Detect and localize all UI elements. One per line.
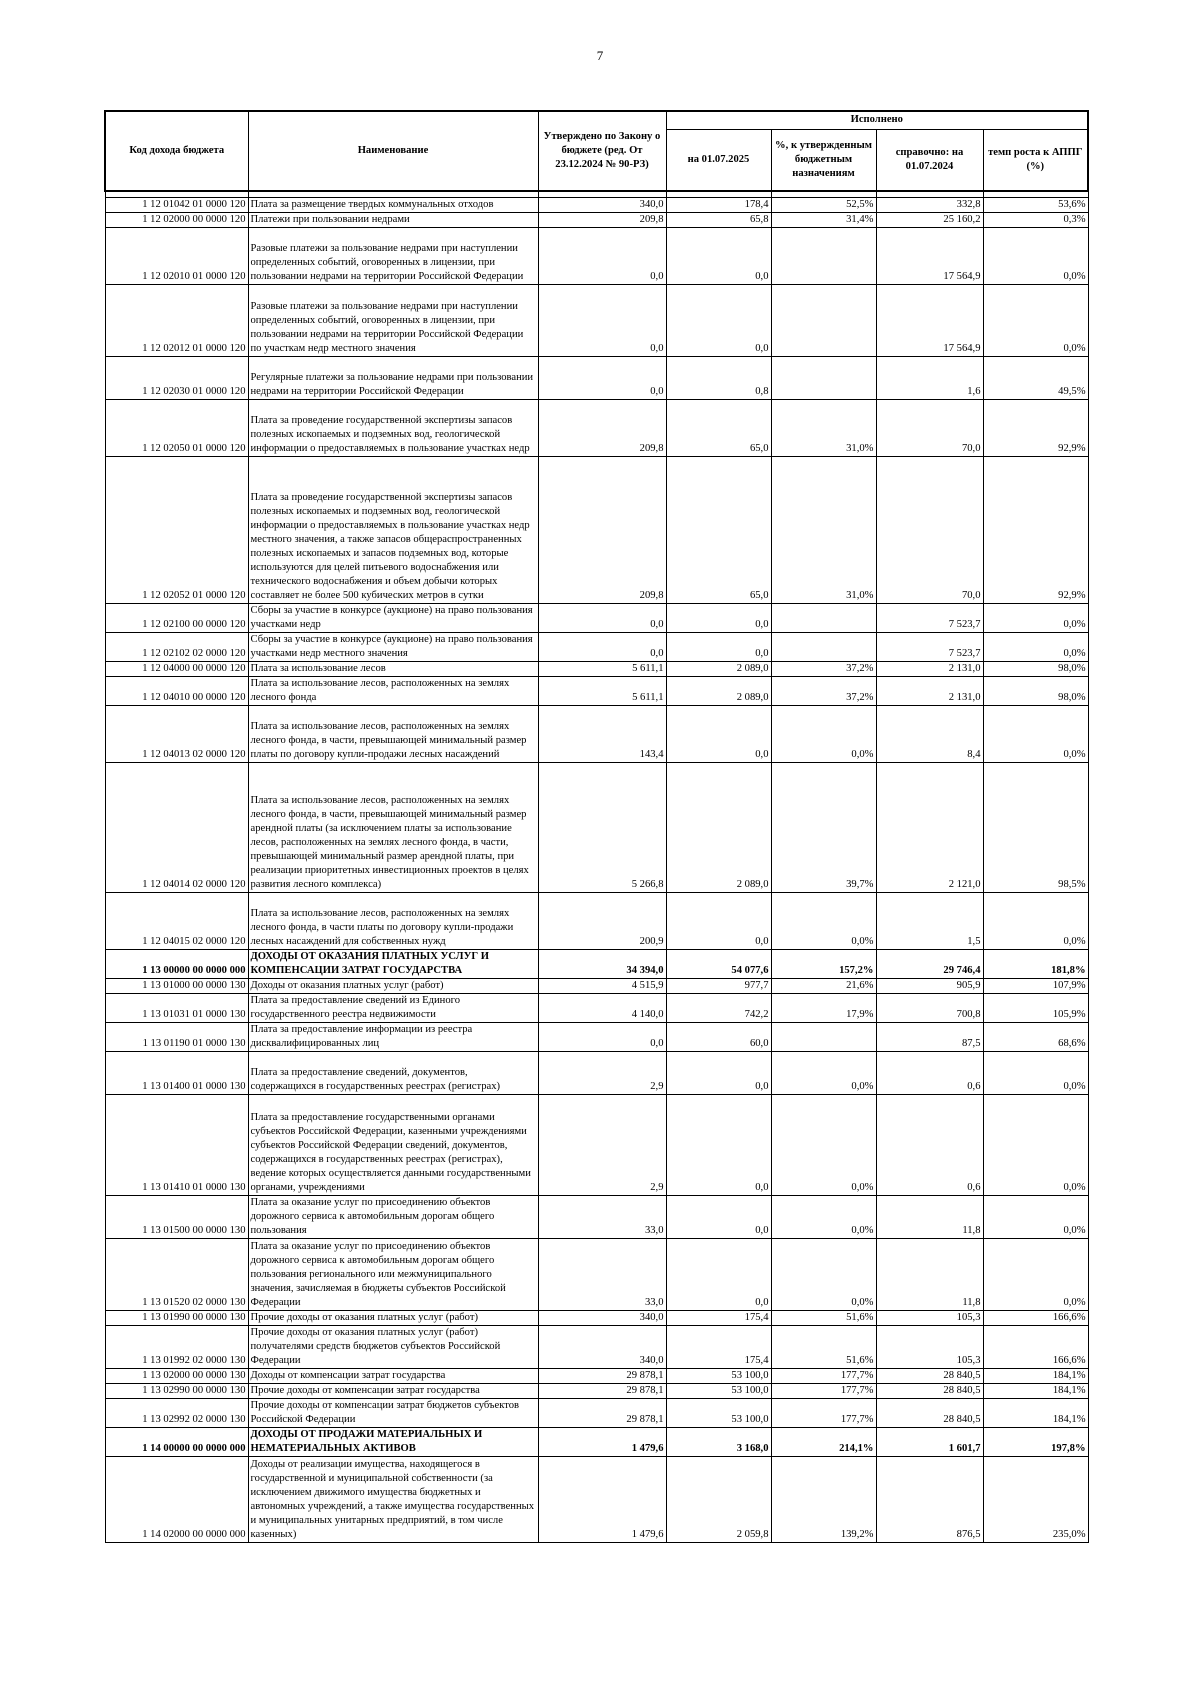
row-approved: 0,0 xyxy=(538,633,666,662)
row-exec-pct: 39,7% xyxy=(771,763,876,893)
row-ref-prev: 332,8 xyxy=(876,198,983,213)
row-name: Прочие доходы от компенсации затрат бюджетов субъектов Российской Федерации xyxy=(248,1399,538,1428)
table-row xyxy=(105,706,1088,763)
row-ref-prev: 8,4 xyxy=(876,706,983,763)
revenue-table xyxy=(104,110,1089,1543)
row-exec-pct xyxy=(771,1023,876,1052)
row-approved: 0,0 xyxy=(538,357,666,400)
row-ref-prev: 11,8 xyxy=(876,1196,983,1239)
row-exec-pct: 0,0% xyxy=(771,1239,876,1311)
row-ref-prev: 7 523,7 xyxy=(876,633,983,662)
table-row xyxy=(105,228,1088,285)
row-ref-prev: 1 601,7 xyxy=(876,1428,983,1457)
row-code: 1 12 04014 02 0000 120 xyxy=(105,763,248,893)
row-name: Плата за оказание услуг по присоединению объектов дорожного сервиса к автомобильным дорогам общего пользования регионального или межмуниципального значения, зачисляемая в бюджеты субъектов Российской Федерации xyxy=(248,1239,538,1311)
row-executed: 0,0 xyxy=(666,604,771,633)
row-ref-prev: 70,0 xyxy=(876,400,983,457)
row-executed: 60,0 xyxy=(666,1023,771,1052)
row-ref-prev: 17 564,9 xyxy=(876,228,983,285)
row-exec-pct xyxy=(771,604,876,633)
table-row xyxy=(105,1196,1088,1239)
row-exec-pct xyxy=(771,633,876,662)
row-growth: 53,6% xyxy=(983,198,1088,213)
row-growth: 68,6% xyxy=(983,1023,1088,1052)
row-name: Плата за использование лесов, расположенных на землях лесного фонда, в части платы по договору купли-продажи лесных насаждений для собственных нужд xyxy=(248,893,538,950)
row-approved: 5 611,1 xyxy=(538,662,666,677)
row-growth: 197,8% xyxy=(983,1428,1088,1457)
row-name: Плата за использование лесов xyxy=(248,662,538,677)
table-header xyxy=(105,111,1088,191)
row-code: 1 12 01042 01 0000 120 xyxy=(105,198,248,213)
row-exec-pct: 51,6% xyxy=(771,1326,876,1369)
row-executed: 3 168,0 xyxy=(666,1428,771,1457)
header-exec-date: на 01.07.2025 xyxy=(666,129,771,191)
row-executed: 178,4 xyxy=(666,198,771,213)
row-growth: 105,9% xyxy=(983,994,1088,1023)
row-ref-prev: 17 564,9 xyxy=(876,285,983,357)
row-growth: 49,5% xyxy=(983,357,1088,400)
row-name: Сборы за участие в конкурсе (аукционе) на право пользования участками недр местного значения xyxy=(248,633,538,662)
row-name: Плата за предоставление информации из реестра дисквалифицированных лиц xyxy=(248,1023,538,1052)
row-executed: 0,0 xyxy=(666,1095,771,1196)
row-exec-pct: 0,0% xyxy=(771,893,876,950)
header-exec-pct: %, к утвержденным бюджетным назначениям xyxy=(771,129,876,191)
row-name: Доходы от оказания платных услуг (работ) xyxy=(248,979,538,994)
row-approved: 29 878,1 xyxy=(538,1384,666,1399)
row-approved: 0,0 xyxy=(538,228,666,285)
row-exec-pct: 0,0% xyxy=(771,1095,876,1196)
row-code: 1 13 01031 01 0000 130 xyxy=(105,994,248,1023)
row-ref-prev: 0,6 xyxy=(876,1052,983,1095)
row-approved: 5 266,8 xyxy=(538,763,666,893)
row-growth: 92,9% xyxy=(983,457,1088,604)
row-code: 1 13 01190 01 0000 130 xyxy=(105,1023,248,1052)
row-approved: 200,9 xyxy=(538,893,666,950)
row-code: 1 13 01990 00 0000 130 xyxy=(105,1311,248,1326)
row-name: Сборы за участие в конкурсе (аукционе) на право пользования участками недр xyxy=(248,604,538,633)
row-approved: 4 140,0 xyxy=(538,994,666,1023)
table-row xyxy=(105,400,1088,457)
row-growth: 0,0% xyxy=(983,604,1088,633)
table-row xyxy=(105,763,1088,893)
row-name: Разовые платежи за пользование недрами при наступлении определенных событий, оговоренных в лицензии, при пользовании недрами на территории Российской Федерации по участкам недр местного значения xyxy=(248,285,538,357)
row-executed: 65,0 xyxy=(666,400,771,457)
row-exec-pct: 52,5% xyxy=(771,198,876,213)
row-executed: 53 100,0 xyxy=(666,1399,771,1428)
row-name: Прочие доходы от компенсации затрат государства xyxy=(248,1384,538,1399)
row-executed: 175,4 xyxy=(666,1311,771,1326)
row-code: 1 13 02000 00 0000 130 xyxy=(105,1369,248,1384)
row-exec-pct: 177,7% xyxy=(771,1369,876,1384)
row-growth: 166,6% xyxy=(983,1326,1088,1369)
row-exec-pct: 157,2% xyxy=(771,950,876,979)
row-code: 1 12 02010 01 0000 120 xyxy=(105,228,248,285)
row-approved: 1 479,6 xyxy=(538,1428,666,1457)
row-growth: 166,6% xyxy=(983,1311,1088,1326)
row-ref-prev: 87,5 xyxy=(876,1023,983,1052)
header-executed: Исполнено xyxy=(666,111,1088,129)
row-executed: 0,0 xyxy=(666,633,771,662)
row-name: Плата за проведение государственной экспертизы запасов полезных ископаемых и подземных вод, геологической информации о предоставляемых в пользование участках недр местного значения, а также запасов общераспространенных полезных ископаемых и запасов подземных вод, которые используются для целей питьевого водоснабжения или технического водоснабжения и объем добычи которых составляет не более 500 кубических метров в сутки xyxy=(248,457,538,604)
table-row xyxy=(105,1369,1088,1384)
row-growth: 0,0% xyxy=(983,706,1088,763)
row-exec-pct xyxy=(771,357,876,400)
row-ref-prev: 25 160,2 xyxy=(876,213,983,228)
row-approved: 2,9 xyxy=(538,1095,666,1196)
row-ref-prev: 1,5 xyxy=(876,893,983,950)
header-approved: Утверждено по Закону о бюджете (ред. От 23.12.2024 № 90-РЗ) xyxy=(538,111,666,191)
row-code: 1 13 01500 00 0000 130 xyxy=(105,1196,248,1239)
row-exec-pct: 0,0% xyxy=(771,1052,876,1095)
row-code: 1 13 01992 02 0000 130 xyxy=(105,1326,248,1369)
row-approved: 2,9 xyxy=(538,1052,666,1095)
row-growth: 0,0% xyxy=(983,1095,1088,1196)
row-executed: 0,0 xyxy=(666,893,771,950)
table-row xyxy=(105,1311,1088,1326)
row-approved: 209,8 xyxy=(538,400,666,457)
row-approved: 209,8 xyxy=(538,457,666,604)
row-name: Прочие доходы от оказания платных услуг (работ) xyxy=(248,1311,538,1326)
row-code: 1 14 02000 00 0000 000 xyxy=(105,1457,248,1543)
row-approved: 29 878,1 xyxy=(538,1399,666,1428)
row-approved: 340,0 xyxy=(538,1326,666,1369)
row-growth: 0,0% xyxy=(983,893,1088,950)
row-ref-prev: 11,8 xyxy=(876,1239,983,1311)
row-growth: 184,1% xyxy=(983,1399,1088,1428)
table-row xyxy=(105,1095,1088,1196)
row-code: 1 12 04013 02 0000 120 xyxy=(105,706,248,763)
row-ref-prev: 28 840,5 xyxy=(876,1384,983,1399)
table-row xyxy=(105,950,1088,979)
table-row xyxy=(105,677,1088,706)
row-ref-prev: 105,3 xyxy=(876,1311,983,1326)
row-approved: 34 394,0 xyxy=(538,950,666,979)
table-row xyxy=(105,1428,1088,1457)
table-row xyxy=(105,198,1088,213)
row-exec-pct: 139,2% xyxy=(771,1457,876,1543)
row-approved: 340,0 xyxy=(538,1311,666,1326)
row-executed: 175,4 xyxy=(666,1326,771,1369)
row-growth: 98,5% xyxy=(983,763,1088,893)
row-code: 1 13 01400 01 0000 130 xyxy=(105,1052,248,1095)
row-approved: 143,4 xyxy=(538,706,666,763)
table-row xyxy=(105,633,1088,662)
row-growth: 0,0% xyxy=(983,1196,1088,1239)
row-executed: 742,2 xyxy=(666,994,771,1023)
row-exec-pct: 214,1% xyxy=(771,1428,876,1457)
row-exec-pct: 31,0% xyxy=(771,457,876,604)
table-row xyxy=(105,1457,1088,1543)
table-row xyxy=(105,1023,1088,1052)
row-ref-prev: 1,6 xyxy=(876,357,983,400)
row-executed: 53 100,0 xyxy=(666,1384,771,1399)
row-growth: 98,0% xyxy=(983,662,1088,677)
row-name: Платежи при пользовании недрами xyxy=(248,213,538,228)
row-code: 1 12 02030 01 0000 120 xyxy=(105,357,248,400)
table-body xyxy=(105,191,1088,1543)
row-ref-prev: 7 523,7 xyxy=(876,604,983,633)
row-code: 1 13 02990 00 0000 130 xyxy=(105,1384,248,1399)
row-name: Регулярные платежи за пользование недрами при пользовании недрами на территории Российской Федерации xyxy=(248,357,538,400)
row-code: 1 13 02992 02 0000 130 xyxy=(105,1399,248,1428)
table-row xyxy=(105,1399,1088,1428)
row-growth: 184,1% xyxy=(983,1384,1088,1399)
row-approved: 5 611,1 xyxy=(538,677,666,706)
row-approved: 0,0 xyxy=(538,604,666,633)
row-ref-prev: 28 840,5 xyxy=(876,1399,983,1428)
row-approved: 33,0 xyxy=(538,1239,666,1311)
row-executed: 2 089,0 xyxy=(666,677,771,706)
row-exec-pct: 177,7% xyxy=(771,1384,876,1399)
row-exec-pct xyxy=(771,285,876,357)
row-code: 1 14 00000 00 0000 000 xyxy=(105,1428,248,1457)
row-growth: 235,0% xyxy=(983,1457,1088,1543)
row-executed: 0,0 xyxy=(666,1196,771,1239)
row-ref-prev: 876,5 xyxy=(876,1457,983,1543)
row-approved: 209,8 xyxy=(538,213,666,228)
row-code: 1 12 04010 00 0000 120 xyxy=(105,677,248,706)
row-name: Плата за предоставление государственными органами субъектов Российской Федерации, казенными учреждениями субъектов Российской Федерации сведений, документов, содержащихся в государственных реестрах (регистрах), ведение которых осуществляется данными государственными органами, учреждениями xyxy=(248,1095,538,1196)
row-ref-prev: 700,8 xyxy=(876,994,983,1023)
row-growth: 92,9% xyxy=(983,400,1088,457)
row-code: 1 13 01410 01 0000 130 xyxy=(105,1095,248,1196)
row-growth: 0,0% xyxy=(983,633,1088,662)
table-row xyxy=(105,979,1088,994)
row-name: Плата за оказание услуг по присоединению объектов дорожного сервиса к автомобильным дорогам общего пользования xyxy=(248,1196,538,1239)
row-growth: 184,1% xyxy=(983,1369,1088,1384)
table-row xyxy=(105,357,1088,400)
row-name: Плата за использование лесов, расположенных на землях лесного фонда xyxy=(248,677,538,706)
row-executed: 0,0 xyxy=(666,285,771,357)
row-exec-pct: 31,0% xyxy=(771,400,876,457)
row-name: ДОХОДЫ ОТ ПРОДАЖИ МАТЕРИАЛЬНЫХ И НЕМАТЕРИАЛЬНЫХ АКТИВОВ xyxy=(248,1428,538,1457)
row-name: Плата за размещение твердых коммунальных отходов xyxy=(248,198,538,213)
row-code: 1 12 02000 00 0000 120 xyxy=(105,213,248,228)
row-exec-pct: 37,2% xyxy=(771,662,876,677)
table-row xyxy=(105,604,1088,633)
row-ref-prev: 2 121,0 xyxy=(876,763,983,893)
row-executed: 0,8 xyxy=(666,357,771,400)
header-name: Наименование xyxy=(248,111,538,191)
row-name: Разовые платежи за пользование недрами при наступлении определенных событий, оговоренных в лицензии, при пользовании недрами на территории Российской Федерации xyxy=(248,228,538,285)
row-exec-pct: 21,6% xyxy=(771,979,876,994)
table-row xyxy=(105,1326,1088,1369)
row-executed: 65,0 xyxy=(666,457,771,604)
table-row xyxy=(105,994,1088,1023)
row-exec-pct: 17,9% xyxy=(771,994,876,1023)
row-exec-pct: 0,0% xyxy=(771,1196,876,1239)
row-executed: 0,0 xyxy=(666,228,771,285)
row-name: Плата за использование лесов, расположенных на землях лесного фонда, в части, превышающей минимальный размер платы по договору купли-продажи лесных насаждений xyxy=(248,706,538,763)
row-approved: 33,0 xyxy=(538,1196,666,1239)
table-row xyxy=(105,213,1088,228)
row-ref-prev: 0,6 xyxy=(876,1095,983,1196)
row-name: Плата за проведение государственной экспертизы запасов полезных ископаемых и подземных вод, геологической информации о предоставляемых в пользование участках недр xyxy=(248,400,538,457)
row-exec-pct: 37,2% xyxy=(771,677,876,706)
row-code: 1 13 00000 00 0000 000 xyxy=(105,950,248,979)
row-code: 1 12 02052 01 0000 120 xyxy=(105,457,248,604)
row-exec-pct xyxy=(771,228,876,285)
row-exec-pct: 31,4% xyxy=(771,213,876,228)
row-executed: 0,0 xyxy=(666,1052,771,1095)
row-code: 1 12 02012 01 0000 120 xyxy=(105,285,248,357)
table-row xyxy=(105,285,1088,357)
row-growth: 0,3% xyxy=(983,213,1088,228)
row-executed: 2 059,8 xyxy=(666,1457,771,1543)
table-row xyxy=(105,457,1088,604)
row-name: Плата за предоставление сведений из Единого государственного реестра недвижимости xyxy=(248,994,538,1023)
row-code: 1 12 02050 01 0000 120 xyxy=(105,400,248,457)
row-name: Доходы от компенсации затрат государства xyxy=(248,1369,538,1384)
row-executed: 2 089,0 xyxy=(666,763,771,893)
row-exec-pct: 51,6% xyxy=(771,1311,876,1326)
row-code: 1 13 01000 00 0000 130 xyxy=(105,979,248,994)
row-growth: 107,9% xyxy=(983,979,1088,994)
row-ref-prev: 105,3 xyxy=(876,1326,983,1369)
row-executed: 0,0 xyxy=(666,1239,771,1311)
row-executed: 2 089,0 xyxy=(666,662,771,677)
table-row xyxy=(105,1239,1088,1311)
header-code: Код дохода бюджета xyxy=(105,111,248,191)
row-code: 1 12 04000 00 0000 120 xyxy=(105,662,248,677)
row-executed: 53 100,0 xyxy=(666,1369,771,1384)
row-approved: 0,0 xyxy=(538,285,666,357)
row-approved: 340,0 xyxy=(538,198,666,213)
row-executed: 54 077,6 xyxy=(666,950,771,979)
table-row xyxy=(105,1384,1088,1399)
row-executed: 65,8 xyxy=(666,213,771,228)
row-name: Плата за предоставление сведений, документов, содержащихся в государственных реестрах (регистрах) xyxy=(248,1052,538,1095)
row-ref-prev: 28 840,5 xyxy=(876,1369,983,1384)
row-code: 1 12 02102 02 0000 120 xyxy=(105,633,248,662)
row-growth: 0,0% xyxy=(983,228,1088,285)
row-approved: 1 479,6 xyxy=(538,1457,666,1543)
row-ref-prev: 70,0 xyxy=(876,457,983,604)
row-name: Доходы от реализации имущества, находящегося в государственной и муниципальной собственности (за исключением движимого имущества бюджетных и автономных учреждений, а также имущества государственных и муниципальных унитарных предприятий, в том числе казенных) xyxy=(248,1457,538,1543)
row-ref-prev: 29 746,4 xyxy=(876,950,983,979)
row-approved: 0,0 xyxy=(538,1023,666,1052)
row-approved: 29 878,1 xyxy=(538,1369,666,1384)
table-row xyxy=(105,893,1088,950)
row-exec-pct: 177,7% xyxy=(771,1399,876,1428)
row-exec-pct: 0,0% xyxy=(771,706,876,763)
row-name: ДОХОДЫ ОТ ОКАЗАНИЯ ПЛАТНЫХ УСЛУГ И КОМПЕНСАЦИИ ЗАТРАТ ГОСУДАРСТВА xyxy=(248,950,538,979)
page-number: 7 xyxy=(596,48,604,63)
header-growth: темп роста к АППГ (%) xyxy=(983,129,1088,191)
row-name: Плата за использование лесов, расположенных на землях лесного фонда, в части, превышающей минимальный размер арендной платы (за исключением платы за использование лесов, расположенных на землях лесного фонда, в части, превышающей минимальный размер арендной платы, при реализации приоритетных инвестиционных проектов в целях развития лесного комплекса) xyxy=(248,763,538,893)
row-growth: 98,0% xyxy=(983,677,1088,706)
row-code: 1 12 02100 00 0000 120 xyxy=(105,604,248,633)
row-ref-prev: 2 131,0 xyxy=(876,662,983,677)
row-growth: 181,8% xyxy=(983,950,1088,979)
row-growth: 0,0% xyxy=(983,285,1088,357)
row-name: Прочие доходы от оказания платных услуг (работ) получателями средств бюджетов субъектов Российской Федерации xyxy=(248,1326,538,1369)
row-approved: 4 515,9 xyxy=(538,979,666,994)
row-executed: 0,0 xyxy=(666,706,771,763)
row-ref-prev: 2 131,0 xyxy=(876,677,983,706)
row-executed: 977,7 xyxy=(666,979,771,994)
row-growth: 0,0% xyxy=(983,1239,1088,1311)
row-ref-prev: 905,9 xyxy=(876,979,983,994)
table-row xyxy=(105,1052,1088,1095)
header-ref-prev: справочно: на 01.07.2024 xyxy=(876,129,983,191)
row-code: 1 12 04015 02 0000 120 xyxy=(105,893,248,950)
row-growth: 0,0% xyxy=(983,1052,1088,1095)
row-code: 1 13 01520 02 0000 130 xyxy=(105,1239,248,1311)
table-row xyxy=(105,662,1088,677)
